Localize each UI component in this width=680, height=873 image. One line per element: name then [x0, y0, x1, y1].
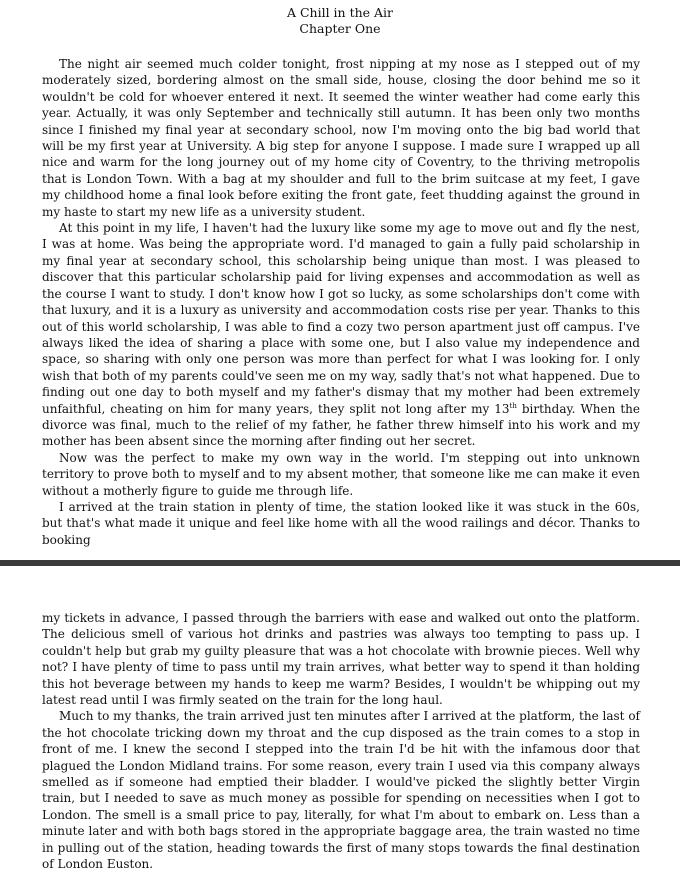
paragraph-text: birthday. When the divorce was final, much to the relief of my father, he father threw himself into his work and my mother has been absent since the morning after finding out her secret. [42, 401, 640, 449]
paragraph: Now was the perfect to make my own way in the world. I'm stepping out into unknown territory to prove both to myself and to my absent mother, that someone like me can make it even without a motherly figure to guide me through life. [42, 450, 640, 498]
document-page-2 [0, 566, 680, 872]
page-2-body [42, 610, 640, 873]
paragraph-text: At this point in my life, I haven't had the luxury like some my age to move out and fly the nest, I was at home. Was being the appropriate word. I'd managed to gain a fully paid scholarship in my final year at secondary school, this scholarship being unique than most. I was pleased to discover that this particular scholarship paid for living expenses and accommodation as well as the course I want to study. I don't know how I got so lucky, as some scholarships don't come with that luxury, and it is a luxury as university and accommodation costs rise per year. Thanks to this out of this world scholarship, I was able to find a cozy two person apartment just off campus. I've always liked the idea of sharing a place with some one, but I also value my independence and space, so sharing with only one person was more than perfect for what I was looking for. I only wish that both of my parents could've seen me on my way, sadly that's not what happened. Due to finding out one day to both myself and my father's dismay that my mother had been extremely unfaithful, cheating on him for many years, they split not long after my 13 [42, 221, 640, 416]
paragraph: I arrived at the train station in plenty of time, the station looked like it was stuck in the 60s, but that's what made it unique and feel like home with all the wood railings and décor. Thanks to booking [42, 499, 640, 547]
paragraph: my tickets in advance, I passed through the barriers with ease and walked out onto the platform. The delicious smell of various hot drinks and pastries was always too tempting to pass up. I couldn't help but grab my guilty pleasure that was a hot chocolate with brownie pieces. Well why not? I have plenty of time to pass until my train arrives, what better way to spend it than holding this hot beverage between my hands to keep me warm? Besides, I wouldn't be whipping out my latest read until I was firmly seated on the train for the long haul. [42, 611, 640, 708]
document-title: A Chill in the Air [286, 5, 394, 20]
page-1-body [42, 56, 640, 548]
paragraph: Much to my thanks, the train arrived just ten minutes after I arrived at the platform, the last of the hot chocolate tricking down my throat and the cup disposed as the train comes to a stop in front of me. I knew the second I stepped into the train I'd be hit with the infamous door that plagued the London Midland trains. For some reason, every train I used via this company always smelled as if someone had emptied their bladder. I would've picked the slightly better Virgin train, but I needed to save as much money as possible for spending on necessities when I got to London. The smell is a small price to pay, literally, for what I'm about to embark on. Less than a minute later and with both bags stored in the appropriate baggage area, the train wasted no time in pulling out of the station, heading towards the first of many stops towards the final destination of London Euston. [42, 709, 640, 872]
title-block [0, 5, 680, 37]
paragraph [42, 220, 640, 450]
paragraph: The night air seemed much colder tonight, frost nipping at my nose as I stepped out of my moderately sized, bordering almost on the small side, house, closing the door behind me so it wouldn't be cold for whoever entered it next. It seemed the winter weather had come early this year. Actually, it was only September and technically still autumn. It has been only two months since I finished my final year at secondary school, now I'm moving onto the big bad world that will be my first year at University. A big step for anyone I suppose. I made sure I wrapped up all nice and warm for the long journey out of my home city of Coventry, to the thriving metropolis that is London Town. With a bag at my shoulder and full to the brim suitcase at my feet, I gave my childhood home a final look before exiting the front gate, feet thudding against the ground in my haste to start my new life as a university student. [42, 57, 640, 219]
ordinal-suffix: th [509, 401, 517, 410]
chapter-heading: Chapter One [299, 21, 381, 36]
